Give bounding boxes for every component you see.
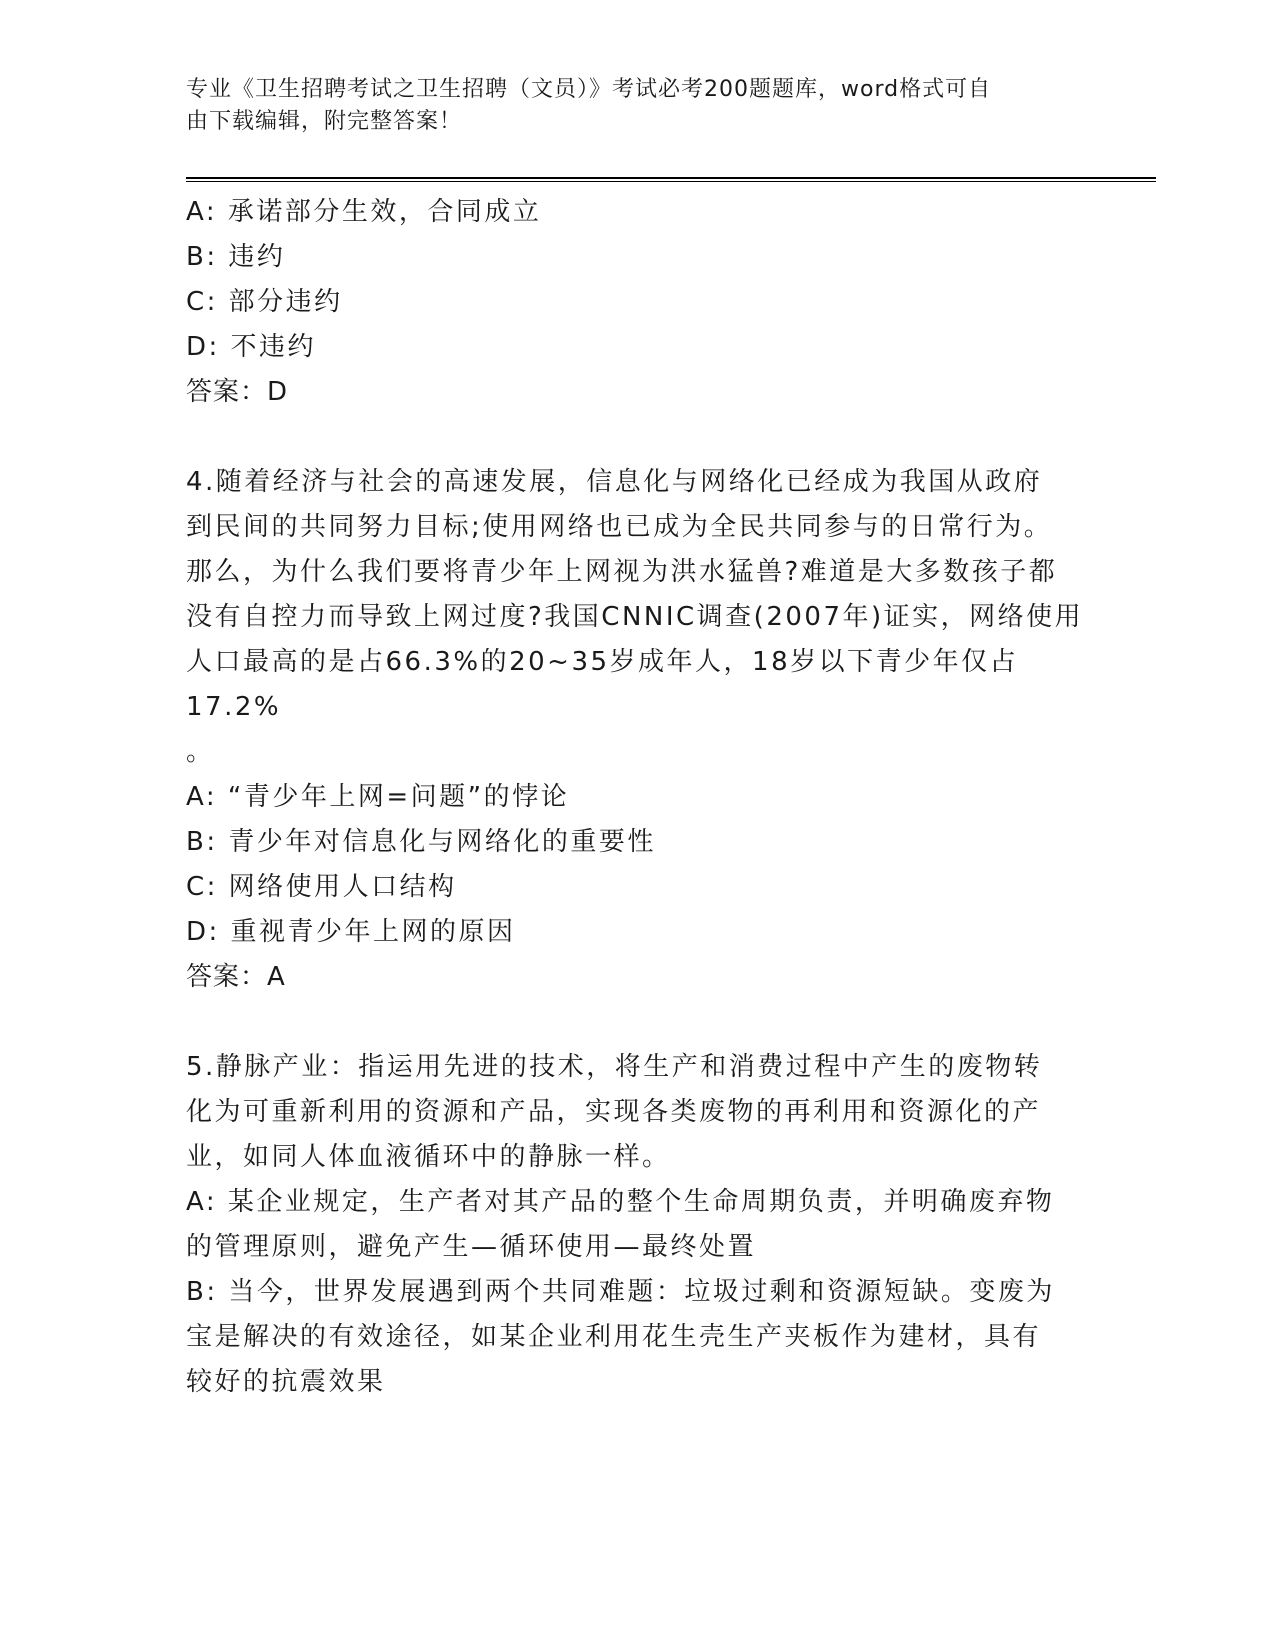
option-b-line: 宝是解决的有效途径，如某企业利用花生壳生产夹板作为建材，具有 xyxy=(186,1322,1042,1352)
option-a: A: 承诺部分生效，合同成立 xyxy=(186,197,542,227)
question-stem-line: 化为可重新利用的资源和产品，实现各类废物的再利用和资源化的产 xyxy=(186,1097,1042,1127)
option-b: B: 青少年对信息化与网络化的重要性 xyxy=(186,827,656,857)
option-b: B: 违约 xyxy=(186,242,286,272)
question-stem-line: 5.静脉产业：指运用先进的技术，将生产和消费过程中产生的废物转 xyxy=(186,1052,1043,1082)
option-b-line: 较好的抗震效果 xyxy=(186,1367,386,1397)
spacer xyxy=(186,1000,1086,1045)
question-stem-line: 人口最高的是占66.3%的20~35岁成年人，18岁以下青少年仅占17.2% xyxy=(186,647,1019,722)
header-divider-thin xyxy=(186,181,1156,182)
document-body xyxy=(186,190,1086,1405)
question-stem-line: 。 xyxy=(186,737,215,767)
answer-line: 答案：A xyxy=(186,962,286,992)
question-5 xyxy=(186,1045,1086,1405)
question-4 xyxy=(186,460,1086,1000)
option-b-line: B: 当今，世界发展遇到两个共同难题：垃圾过剩和资源短缺。变废为 xyxy=(186,1277,1055,1307)
answer-line: 答案：D xyxy=(186,377,289,407)
option-a: A: “青少年上网=问题”的悖论 xyxy=(186,782,570,812)
option-a-line: 的管理原则，避免产生—循环使用—最终处置 xyxy=(186,1232,757,1262)
question-stem-line: 4.随着经济与社会的高速发展，信息化与网络化已经成为我国从政府 xyxy=(186,467,1043,497)
header-line: 专业《卫生招聘考试之卫生招聘（文员）》考试必考200题题库，word格式可自 xyxy=(186,77,992,102)
option-d: D: 不违约 xyxy=(186,332,317,362)
option-a-line: A: 某企业规定，生产者对其产品的整个生命周期负责，并明确废弃物 xyxy=(186,1187,1055,1217)
question-3-options xyxy=(186,190,1086,415)
document-header xyxy=(186,74,1066,138)
option-c: C: 网络使用人口结构 xyxy=(186,872,457,902)
question-stem-line: 那么，为什么我们要将青少年上网视为洪水猛兽?难道是大多数孩子都 xyxy=(186,557,1058,587)
spacer xyxy=(186,415,1086,460)
question-stem-line: 没有自控力而导致上网过度?我国CNNIC调查(2007年)证实，网络使用 xyxy=(186,602,1084,632)
option-c: C: 部分违约 xyxy=(186,287,343,317)
option-d: D: 重视青少年上网的原因 xyxy=(186,917,516,947)
header-line: 由下载编辑，附完整答案！ xyxy=(186,109,463,134)
header-divider xyxy=(186,177,1156,179)
question-stem-line: 到民间的共同努力目标;使用网络也已成为全民共同参与的日常行为。 xyxy=(186,512,1053,542)
question-stem-line: 业，如同人体血液循环中的静脉一样。 xyxy=(186,1142,671,1172)
